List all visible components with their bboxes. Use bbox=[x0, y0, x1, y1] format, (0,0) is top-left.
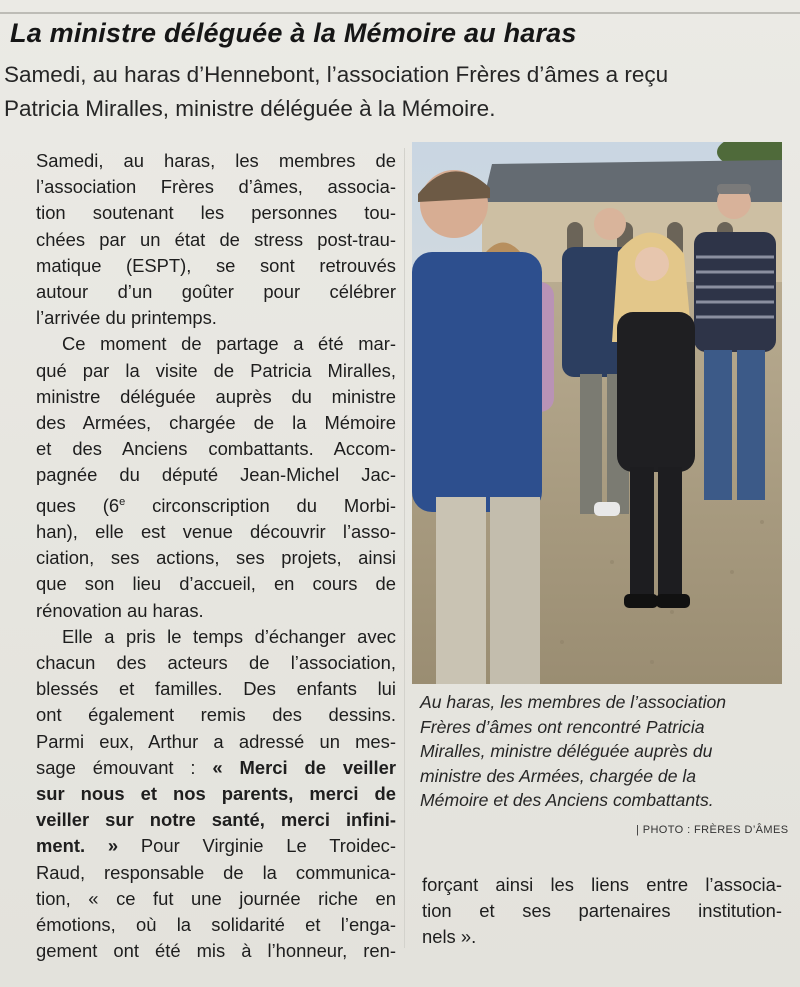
top-rule bbox=[0, 12, 800, 14]
body-line: chées par un état de stress post-trau- bbox=[36, 228, 396, 250]
body-line: ministre déléguée auprès du ministre bbox=[36, 385, 396, 407]
body-line: rénovation au haras. bbox=[36, 599, 204, 621]
body-line: ment. » Pour Virginie Le Troidec- bbox=[36, 835, 396, 857]
body-line: matique (ESPT), se sont retrouvés bbox=[36, 254, 396, 276]
body-line: Samedi, au haras, les membres de bbox=[36, 150, 396, 171]
body-line: gement ont été mis à l’honneur, ren- bbox=[36, 940, 396, 962]
body-line: l’association Frères d’âmes, associa- bbox=[36, 176, 396, 198]
body-line: et des Anciens combattants. Accom- bbox=[36, 438, 396, 460]
headline: La ministre déléguée à la Mémoire au haras bbox=[10, 18, 577, 48]
lede-line: Samedi, au haras d’Hennebont, l’association Frères d’âmes a reçu bbox=[4, 62, 669, 87]
caption-line: Mémoire et des Anciens combattants. bbox=[420, 790, 714, 810]
caption-line: ministre des Armées, chargée de la bbox=[420, 765, 697, 786]
caption-line: Miralles, ministre déléguée auprès du bbox=[420, 741, 713, 761]
body-line: veiller sur notre santé, merci infini- bbox=[36, 809, 396, 831]
body-line: tion et ses partenaires institution- bbox=[422, 900, 782, 922]
body-line: sur nous et nos parents, merci de bbox=[36, 783, 396, 804]
body-line: émotions, où la solidarité et l’enga- bbox=[36, 914, 396, 936]
photo-illustration bbox=[412, 142, 782, 684]
caption-line: Frères d’âmes ont rencontré Patricia bbox=[420, 716, 705, 737]
body-line: tion soutenant les personnes tou- bbox=[36, 202, 396, 224]
body-line: ciation, ses actions, ses projets, ainsi bbox=[36, 547, 396, 569]
body-line: ques (6e circonscription du Morbi- bbox=[36, 494, 397, 516]
body-line: Raud, responsable de la communica- bbox=[36, 861, 396, 883]
body-line: Parmi eux, Arthur a adressé un mes- bbox=[36, 730, 396, 752]
body-line: blessés et familles. Des enfants lui bbox=[36, 678, 396, 700]
body-line: chacun des acteurs de l’association, bbox=[36, 651, 396, 673]
photo-credit: | PHOTO : FRÈRES D’ÂMES bbox=[636, 824, 789, 836]
body-line: qué par la visite de Patricia Miralles, bbox=[36, 359, 396, 381]
body-line: ont également remis des dessins. bbox=[36, 704, 396, 726]
body-line: l’arrivée du printemps. bbox=[36, 307, 217, 329]
body-line: autour d’un goûter pour célébrer bbox=[36, 281, 396, 303]
caption-line: Au haras, les membres de l’association bbox=[420, 692, 727, 712]
body-column-right bbox=[422, 872, 782, 951]
body-column-left bbox=[36, 148, 396, 964]
lede bbox=[4, 58, 794, 126]
body-line: des Armées, chargée de la Mémoire bbox=[36, 412, 396, 434]
body-line: forçant ainsi les liens entre l’associa- bbox=[422, 874, 782, 895]
body-line: han), elle est venue découvrir l’asso- bbox=[36, 520, 396, 542]
photo-caption bbox=[420, 690, 790, 813]
body-line: Ce moment de partage a été mar- bbox=[62, 333, 396, 355]
article-photo bbox=[412, 142, 782, 684]
lede-line: Patricia Miralles, ministre déléguée à la Mémoire. bbox=[4, 96, 496, 121]
body-line: pagnée du député Jean-Michel Jac- bbox=[36, 464, 396, 486]
column-divider bbox=[404, 148, 405, 948]
body-line: Elle a pris le temps d’échanger avec bbox=[62, 625, 396, 647]
body-line: sage émouvant : « Merci de veiller bbox=[36, 756, 396, 778]
body-line: tion, « ce fut une journée riche en bbox=[36, 887, 396, 909]
body-line: que son lieu d’accueil, en cours de bbox=[36, 573, 396, 595]
body-line: nels ». bbox=[422, 926, 477, 948]
